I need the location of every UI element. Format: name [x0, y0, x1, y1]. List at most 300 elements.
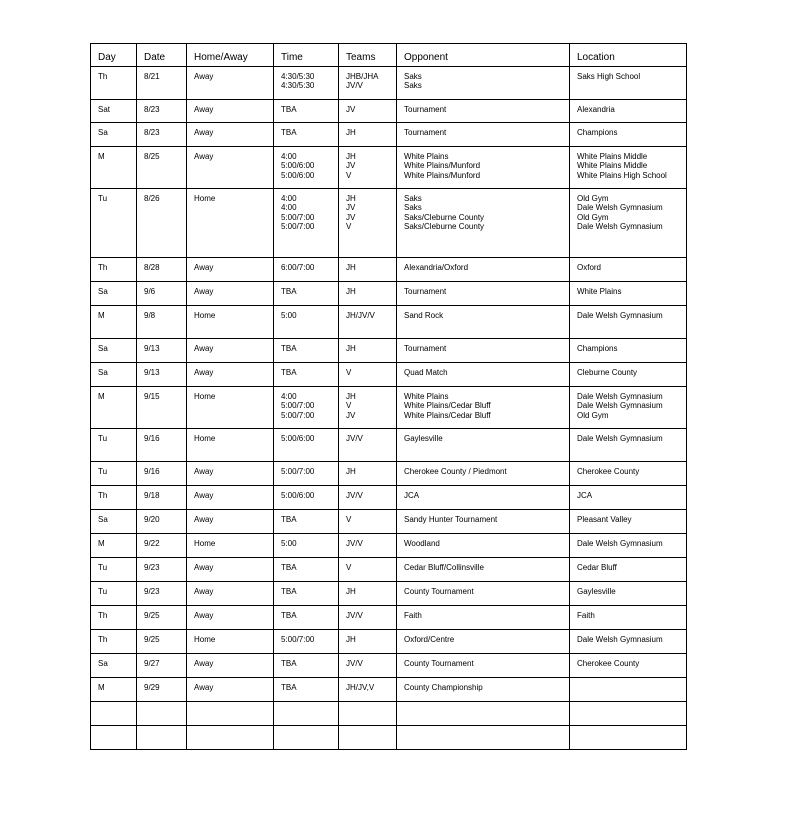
home-away-cell: Home — [187, 429, 274, 462]
cell-line: Alexandria — [577, 105, 615, 114]
opponent-cell — [397, 387, 570, 429]
home-away-cell: Away — [187, 100, 274, 123]
cell-line: JH — [346, 467, 356, 476]
teams-cell — [339, 462, 397, 486]
date-cell: 8/28 — [137, 258, 187, 282]
cell-line: Sand Rock — [404, 311, 444, 320]
teams-cell — [339, 67, 397, 100]
home-away-cell: Away — [187, 462, 274, 486]
table-row — [91, 582, 687, 606]
day-cell: Th — [91, 258, 137, 282]
cell-line: County Tournament — [404, 587, 474, 596]
day-cell: Tu — [91, 582, 137, 606]
location-cell — [570, 429, 687, 462]
day-cell: Sat — [91, 100, 137, 123]
location-cell — [570, 282, 687, 306]
opponent-cell — [397, 363, 570, 387]
cell-line: TBA — [281, 287, 297, 296]
cell-line: JV — [346, 105, 356, 114]
cell-line: JV/V — [346, 611, 363, 620]
cell-line: Cedar Bluff — [577, 563, 617, 572]
header-teams: Teams — [339, 44, 397, 67]
location-cell — [570, 606, 687, 630]
teams-cell — [339, 702, 397, 726]
cell-line: V — [346, 515, 352, 524]
cell-line: Pleasant Valley — [577, 515, 632, 524]
cell-line: Gaylesville — [577, 587, 616, 596]
home-away-cell: Away — [187, 678, 274, 702]
cell-line: Saks — [404, 81, 422, 91]
opponent-cell — [397, 510, 570, 534]
opponent-cell — [397, 123, 570, 147]
teams-cell — [339, 534, 397, 558]
cell-line: White Plains/Munford — [404, 170, 481, 180]
cell-line: White Plains Middle — [577, 152, 648, 161]
date-cell: 9/25 — [137, 630, 187, 654]
cell-line: JV/V — [346, 491, 363, 500]
cell-line: Dale Welsh Gymnasium — [577, 401, 663, 411]
cell-line: JH — [346, 287, 356, 296]
time-cell — [274, 462, 339, 486]
date-cell: 9/18 — [137, 486, 187, 510]
date-cell: 9/16 — [137, 429, 187, 462]
opponent-cell — [397, 100, 570, 123]
table-row — [91, 630, 687, 654]
table-row — [91, 282, 687, 306]
cell-line: 4:00 — [281, 392, 297, 401]
date-cell: 9/13 — [137, 363, 187, 387]
opponent-cell — [397, 306, 570, 339]
table-row — [91, 123, 687, 147]
location-cell — [570, 534, 687, 558]
cell-line: White Plains/Munford — [404, 161, 481, 171]
cell-line: Tournament — [404, 344, 447, 353]
opponent-cell — [397, 534, 570, 558]
time-cell — [274, 339, 339, 363]
home-away-cell: Home — [187, 387, 274, 429]
cell-line: JHB/JHA — [346, 72, 379, 81]
cell-line: 5:00/7:00 — [281, 401, 315, 411]
time-cell — [274, 258, 339, 282]
location-cell — [570, 339, 687, 363]
cell-line: Dale Welsh Gymnasium — [577, 392, 663, 401]
cell-line: JH — [346, 263, 356, 272]
teams-cell — [339, 486, 397, 510]
time-cell — [274, 534, 339, 558]
time-cell — [274, 678, 339, 702]
day-cell: M — [91, 534, 137, 558]
home-away-cell: Away — [187, 486, 274, 510]
cell-line: Saks/Cleburne County — [404, 222, 485, 232]
location-cell — [570, 258, 687, 282]
day-cell: M — [91, 678, 137, 702]
time-cell — [274, 582, 339, 606]
home-away-cell — [187, 726, 274, 750]
header-opponent: Opponent — [397, 44, 570, 67]
cell-line: JV — [346, 203, 356, 213]
location-cell — [570, 123, 687, 147]
header-location: Location — [570, 44, 687, 67]
cell-line: Saks High School — [577, 72, 641, 81]
teams-cell — [339, 258, 397, 282]
location-cell — [570, 510, 687, 534]
cell-line: 5:00 — [281, 539, 297, 548]
cell-line: Gaylesville — [404, 434, 443, 443]
table-row — [91, 387, 687, 429]
cell-line: TBA — [281, 611, 297, 620]
cell-line: Saks/Cleburne County — [404, 212, 485, 222]
teams-cell — [339, 306, 397, 339]
home-away-cell: Away — [187, 606, 274, 630]
table-row — [91, 306, 687, 339]
cell-line: Alexandria/Oxford — [404, 263, 469, 272]
teams-cell — [339, 510, 397, 534]
cell-line: TBA — [281, 344, 297, 353]
table-row — [91, 339, 687, 363]
time-cell — [274, 630, 339, 654]
home-away-cell: Home — [187, 189, 274, 258]
opponent-cell — [397, 486, 570, 510]
table-row — [91, 678, 687, 702]
cell-line: TBA — [281, 659, 297, 668]
cell-line: White Plains Middle — [577, 161, 648, 171]
header-time: Time — [274, 44, 339, 67]
cell-line: 5:00/7:00 — [281, 410, 315, 420]
day-cell: Tu — [91, 189, 137, 258]
date-cell: 9/8 — [137, 306, 187, 339]
home-away-cell: Away — [187, 67, 274, 100]
cell-line: Tournament — [404, 128, 447, 137]
schedule-header — [91, 44, 687, 67]
cell-line: V — [346, 368, 352, 377]
day-cell: Sa — [91, 510, 137, 534]
teams-cell — [339, 282, 397, 306]
cell-line: V — [346, 563, 352, 572]
opponent-cell — [397, 429, 570, 462]
cell-line: Dale Welsh Gymnasium — [577, 311, 663, 320]
teams-cell — [339, 606, 397, 630]
location-cell — [570, 654, 687, 678]
day-cell: Th — [91, 630, 137, 654]
cell-line: V — [346, 222, 352, 232]
opponent-cell — [397, 654, 570, 678]
cell-line: White Plains/Cedar Bluff — [404, 410, 491, 420]
cell-line: Dale Welsh Gymnasium — [577, 635, 663, 644]
date-cell — [137, 726, 187, 750]
cell-line: 5:00 — [281, 311, 297, 320]
cell-line: Saks — [404, 72, 422, 81]
day-cell: M — [91, 147, 137, 189]
table-row — [91, 189, 687, 258]
date-cell: 9/22 — [137, 534, 187, 558]
teams-cell — [339, 654, 397, 678]
table-row — [91, 147, 687, 189]
cell-line: 5:00/7:00 — [281, 212, 315, 222]
cell-line: White Plains High School — [577, 170, 667, 180]
date-cell: 9/23 — [137, 582, 187, 606]
table-row — [91, 100, 687, 123]
table-row — [91, 558, 687, 582]
teams-cell — [339, 363, 397, 387]
teams-cell — [339, 558, 397, 582]
cell-line: Quad Match — [404, 368, 448, 377]
cell-line: County Championship — [404, 683, 483, 692]
location-cell — [570, 582, 687, 606]
header-day: Day — [91, 44, 137, 67]
time-cell — [274, 726, 339, 750]
teams-cell — [339, 100, 397, 123]
cell-line: Saks — [404, 194, 422, 203]
cell-line: JH — [346, 344, 356, 353]
table-row — [91, 534, 687, 558]
cell-line: 5:00/6:00 — [281, 170, 315, 180]
cell-line: JH — [346, 128, 356, 137]
date-cell: 9/23 — [137, 558, 187, 582]
date-cell: 9/29 — [137, 678, 187, 702]
day-cell: M — [91, 387, 137, 429]
time-cell — [274, 147, 339, 189]
cell-line: 4:30/5:30 — [281, 81, 315, 91]
cell-line: White Plains — [577, 287, 622, 296]
time-cell — [274, 387, 339, 429]
table-row — [91, 726, 687, 750]
location-cell — [570, 306, 687, 339]
location-cell — [570, 630, 687, 654]
home-away-cell: Away — [187, 147, 274, 189]
date-cell: 8/21 — [137, 67, 187, 100]
cell-line: 4:00 — [281, 194, 297, 203]
date-cell: 8/25 — [137, 147, 187, 189]
time-cell — [274, 306, 339, 339]
cell-line: Cherokee County — [577, 659, 640, 668]
location-cell — [570, 726, 687, 750]
cell-line: Champions — [577, 344, 618, 353]
cell-line: V — [346, 170, 352, 180]
opponent-cell — [397, 258, 570, 282]
day-cell: Tu — [91, 462, 137, 486]
cell-line: TBA — [281, 368, 297, 377]
day-cell: Sa — [91, 363, 137, 387]
opponent-cell — [397, 189, 570, 258]
home-away-cell: Away — [187, 558, 274, 582]
cell-line: TBA — [281, 683, 297, 692]
teams-cell — [339, 339, 397, 363]
cell-line: JH — [346, 392, 356, 401]
date-cell: 9/6 — [137, 282, 187, 306]
location-cell — [570, 189, 687, 258]
cell-line: JH/JV/V — [346, 311, 375, 320]
day-cell: M — [91, 306, 137, 339]
cell-line: JH — [346, 587, 356, 596]
home-away-cell: Away — [187, 363, 274, 387]
home-away-cell: Away — [187, 282, 274, 306]
time-cell — [274, 429, 339, 462]
cell-line: Woodland — [404, 539, 440, 548]
cell-line: County Tournament — [404, 659, 474, 668]
day-cell: Sa — [91, 654, 137, 678]
time-cell — [274, 654, 339, 678]
cell-line: Cleburne County — [577, 368, 638, 377]
time-cell — [274, 606, 339, 630]
cell-line: Dale Welsh Gymnasium — [577, 222, 663, 232]
date-cell: 8/26 — [137, 189, 187, 258]
opponent-cell — [397, 282, 570, 306]
home-away-cell: Away — [187, 339, 274, 363]
opponent-cell — [397, 630, 570, 654]
table-row — [91, 510, 687, 534]
date-cell: 9/15 — [137, 387, 187, 429]
teams-cell — [339, 189, 397, 258]
cell-line: Old Gym — [577, 194, 609, 203]
day-cell: Sa — [91, 339, 137, 363]
cell-line: JCA — [404, 491, 420, 500]
cell-line: Faith — [577, 611, 595, 620]
time-cell — [274, 702, 339, 726]
table-row — [91, 429, 687, 462]
cell-line: JH/JV,V — [346, 683, 375, 692]
home-away-cell — [187, 702, 274, 726]
location-cell — [570, 558, 687, 582]
day-cell — [91, 726, 137, 750]
cell-line: White Plains/Cedar Bluff — [404, 401, 491, 411]
cell-line: TBA — [281, 587, 297, 596]
cell-line: 4:30/5:30 — [281, 72, 315, 81]
cell-line: Dale Welsh Gymnasium — [577, 434, 663, 443]
day-cell — [91, 702, 137, 726]
home-away-cell: Away — [187, 654, 274, 678]
time-cell — [274, 558, 339, 582]
opponent-cell — [397, 678, 570, 702]
cell-line: Oxford/Centre — [404, 635, 455, 644]
home-away-cell: Home — [187, 306, 274, 339]
cell-line: Dale Welsh Gymnasium — [577, 203, 663, 213]
schedule-body — [91, 67, 687, 750]
home-away-cell: Away — [187, 510, 274, 534]
opponent-cell — [397, 702, 570, 726]
cell-line: TBA — [281, 563, 297, 572]
time-cell — [274, 100, 339, 123]
cell-line: Old Gym — [577, 410, 609, 420]
table-row — [91, 67, 687, 100]
cell-line: Old Gym — [577, 212, 609, 222]
table-row — [91, 462, 687, 486]
day-cell: Th — [91, 67, 137, 100]
cell-line: Dale Welsh Gymnasium — [577, 539, 663, 548]
opponent-cell — [397, 558, 570, 582]
cell-line: White Plains — [404, 392, 449, 401]
date-cell: 9/25 — [137, 606, 187, 630]
day-cell: Tu — [91, 558, 137, 582]
teams-cell — [339, 429, 397, 462]
header-row — [91, 44, 687, 67]
cell-line: 5:00/7:00 — [281, 467, 315, 476]
date-cell: 9/20 — [137, 510, 187, 534]
location-cell — [570, 462, 687, 486]
time-cell — [274, 189, 339, 258]
cell-line: Cherokee County / Piedmont — [404, 467, 507, 476]
opponent-cell — [397, 726, 570, 750]
day-cell: Sa — [91, 282, 137, 306]
opponent-cell — [397, 606, 570, 630]
schedule-table — [90, 43, 687, 750]
home-away-cell: Away — [187, 123, 274, 147]
cell-line: 5:00/6:00 — [281, 434, 315, 443]
cell-line: TBA — [281, 128, 297, 137]
header-date: Date — [137, 44, 187, 67]
date-cell: 9/16 — [137, 462, 187, 486]
opponent-cell — [397, 147, 570, 189]
cell-line: JV/V — [346, 539, 363, 548]
time-cell — [274, 363, 339, 387]
table-row — [91, 702, 687, 726]
opponent-cell — [397, 582, 570, 606]
date-cell: 8/23 — [137, 100, 187, 123]
location-cell — [570, 363, 687, 387]
cell-line: JH — [346, 194, 356, 203]
table-row — [91, 486, 687, 510]
cell-line: JH — [346, 152, 356, 161]
location-cell — [570, 678, 687, 702]
day-cell: Sa — [91, 123, 137, 147]
date-cell: 9/27 — [137, 654, 187, 678]
date-cell: 9/13 — [137, 339, 187, 363]
cell-line: 4:00 — [281, 152, 297, 161]
cell-line: 6:00/7:00 — [281, 263, 315, 272]
day-cell: Th — [91, 486, 137, 510]
opponent-cell — [397, 67, 570, 100]
cell-line: 5:00/6:00 — [281, 161, 315, 171]
cell-line: JH — [346, 635, 356, 644]
cell-line: JV/V — [346, 81, 363, 91]
date-cell — [137, 702, 187, 726]
cell-line: JV — [346, 212, 356, 222]
opponent-cell — [397, 339, 570, 363]
time-cell — [274, 486, 339, 510]
location-cell — [570, 100, 687, 123]
time-cell — [274, 123, 339, 147]
teams-cell — [339, 726, 397, 750]
cell-line: Tournament — [404, 287, 447, 296]
teams-cell — [339, 678, 397, 702]
cell-line: 4:00 — [281, 203, 297, 213]
location-cell — [570, 147, 687, 189]
table-row — [91, 654, 687, 678]
home-away-cell: Away — [187, 258, 274, 282]
cell-line: Oxford — [577, 263, 602, 272]
cell-line: Champions — [577, 128, 618, 137]
time-cell — [274, 282, 339, 306]
day-cell: Tu — [91, 429, 137, 462]
cell-line: Cherokee County — [577, 467, 640, 476]
cell-line: 5:00/7:00 — [281, 635, 315, 644]
cell-line: Faith — [404, 611, 422, 620]
location-cell — [570, 702, 687, 726]
cell-line: 5:00/7:00 — [281, 222, 315, 232]
cell-line: Tournament — [404, 105, 447, 114]
cell-line: JV/V — [346, 659, 363, 668]
location-cell — [570, 67, 687, 100]
home-away-cell: Away — [187, 582, 274, 606]
header-home-away: Home/Away — [187, 44, 274, 67]
cell-line: JCA — [577, 491, 593, 500]
home-away-cell: Home — [187, 630, 274, 654]
teams-cell — [339, 147, 397, 189]
teams-cell — [339, 387, 397, 429]
cell-line: TBA — [281, 515, 297, 524]
table-row — [91, 363, 687, 387]
teams-cell — [339, 123, 397, 147]
day-cell: Th — [91, 606, 137, 630]
